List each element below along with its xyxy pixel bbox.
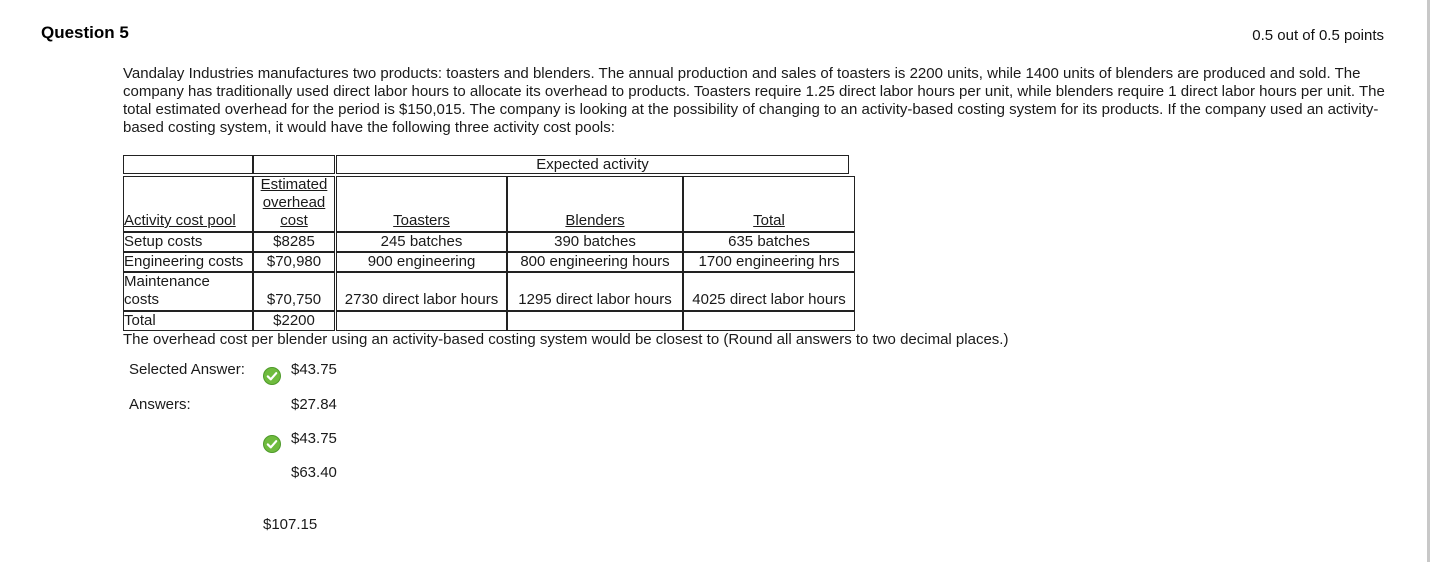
row-cost-maintenance: $70,750 xyxy=(266,291,322,308)
row-total-maintenance: 4025 direct labor hours xyxy=(692,291,846,308)
row-pool-setup: Setup costs xyxy=(124,233,203,250)
row-blenders-maintenance: 1295 direct labor hours xyxy=(518,291,672,308)
correct-check-icon xyxy=(263,435,281,453)
question-text: Vandalay Industries manufactures two products: toasters and blenders. The annual production and sales of toasters is 2200 units, while 1400 units of blenders are produced and sold. The company has traditionally used direct labor hours to allocate its overhead to products. Toasters require 1.25 direct labor hours per unit, while blenders require 1 direct labor hours per unit. The total estimated overhead for the period is $150,015. The company is looking at the possibility of changing to an activity-based costing system for its products. If the company used an activity-based costing system, it would have the following three activity cost pools: xyxy=(123,65,1385,136)
correct-check-icon xyxy=(263,367,281,385)
row-pool-maintenance-line1: Maintenance xyxy=(124,273,210,290)
question-title: Question 5 xyxy=(41,23,129,42)
expected-activity-header: Expected activity xyxy=(336,155,849,174)
question-prompt: The overhead cost per blender using an activity-based costing system would be closest to (Round all answers to two decimal places.) xyxy=(123,331,1009,348)
table-cell xyxy=(336,311,507,331)
table-cell-empty xyxy=(253,155,335,174)
header-blenders: Blenders xyxy=(565,212,625,229)
answer-option-correct: $43.75 xyxy=(291,430,337,447)
answer-option: $27.84 xyxy=(291,396,337,413)
header-cost: cost xyxy=(280,212,308,229)
selected-answer-value: $43.75 xyxy=(291,361,337,378)
row-pool-total: Total xyxy=(124,312,156,329)
row-total-setup: 635 batches xyxy=(728,233,810,250)
row-pool-maintenance-line2: costs xyxy=(124,291,160,308)
question-points: 0.5 out of 0.5 points xyxy=(1252,27,1384,44)
row-pool-engineering: Engineering costs xyxy=(124,253,244,270)
selected-answer-label: Selected Answer: xyxy=(129,361,245,378)
header-activity-cost-pool: Activity cost pool xyxy=(124,212,236,229)
table-cell xyxy=(683,311,855,331)
row-cost-setup: $8285 xyxy=(273,233,315,250)
header-toasters: Toasters xyxy=(393,212,450,229)
table-cell xyxy=(507,311,683,331)
row-toasters-setup: 245 batches xyxy=(380,233,463,250)
header-total: Total xyxy=(753,212,785,229)
answer-option: $107.15 xyxy=(263,516,318,533)
header-overhead: overhead xyxy=(262,194,326,211)
answers-label: Answers: xyxy=(129,396,191,413)
row-blenders-engineering: 800 engineering hours xyxy=(520,253,670,270)
row-cost-engineering: $70,980 xyxy=(266,253,322,270)
answer-option: $63.40 xyxy=(291,464,337,481)
header-estimated: Estimated xyxy=(260,176,328,193)
row-blenders-setup: 390 batches xyxy=(554,233,636,250)
scrollbar-edge xyxy=(1427,0,1430,562)
row-total-engineering: 1700 engineering hrs xyxy=(698,253,840,270)
row-cost-total: $2200 xyxy=(273,312,315,329)
table-cell-empty xyxy=(123,155,253,174)
row-toasters-maintenance: 2730 direct labor hours xyxy=(344,291,499,308)
row-toasters-engineering: 900 engineering xyxy=(367,253,476,270)
